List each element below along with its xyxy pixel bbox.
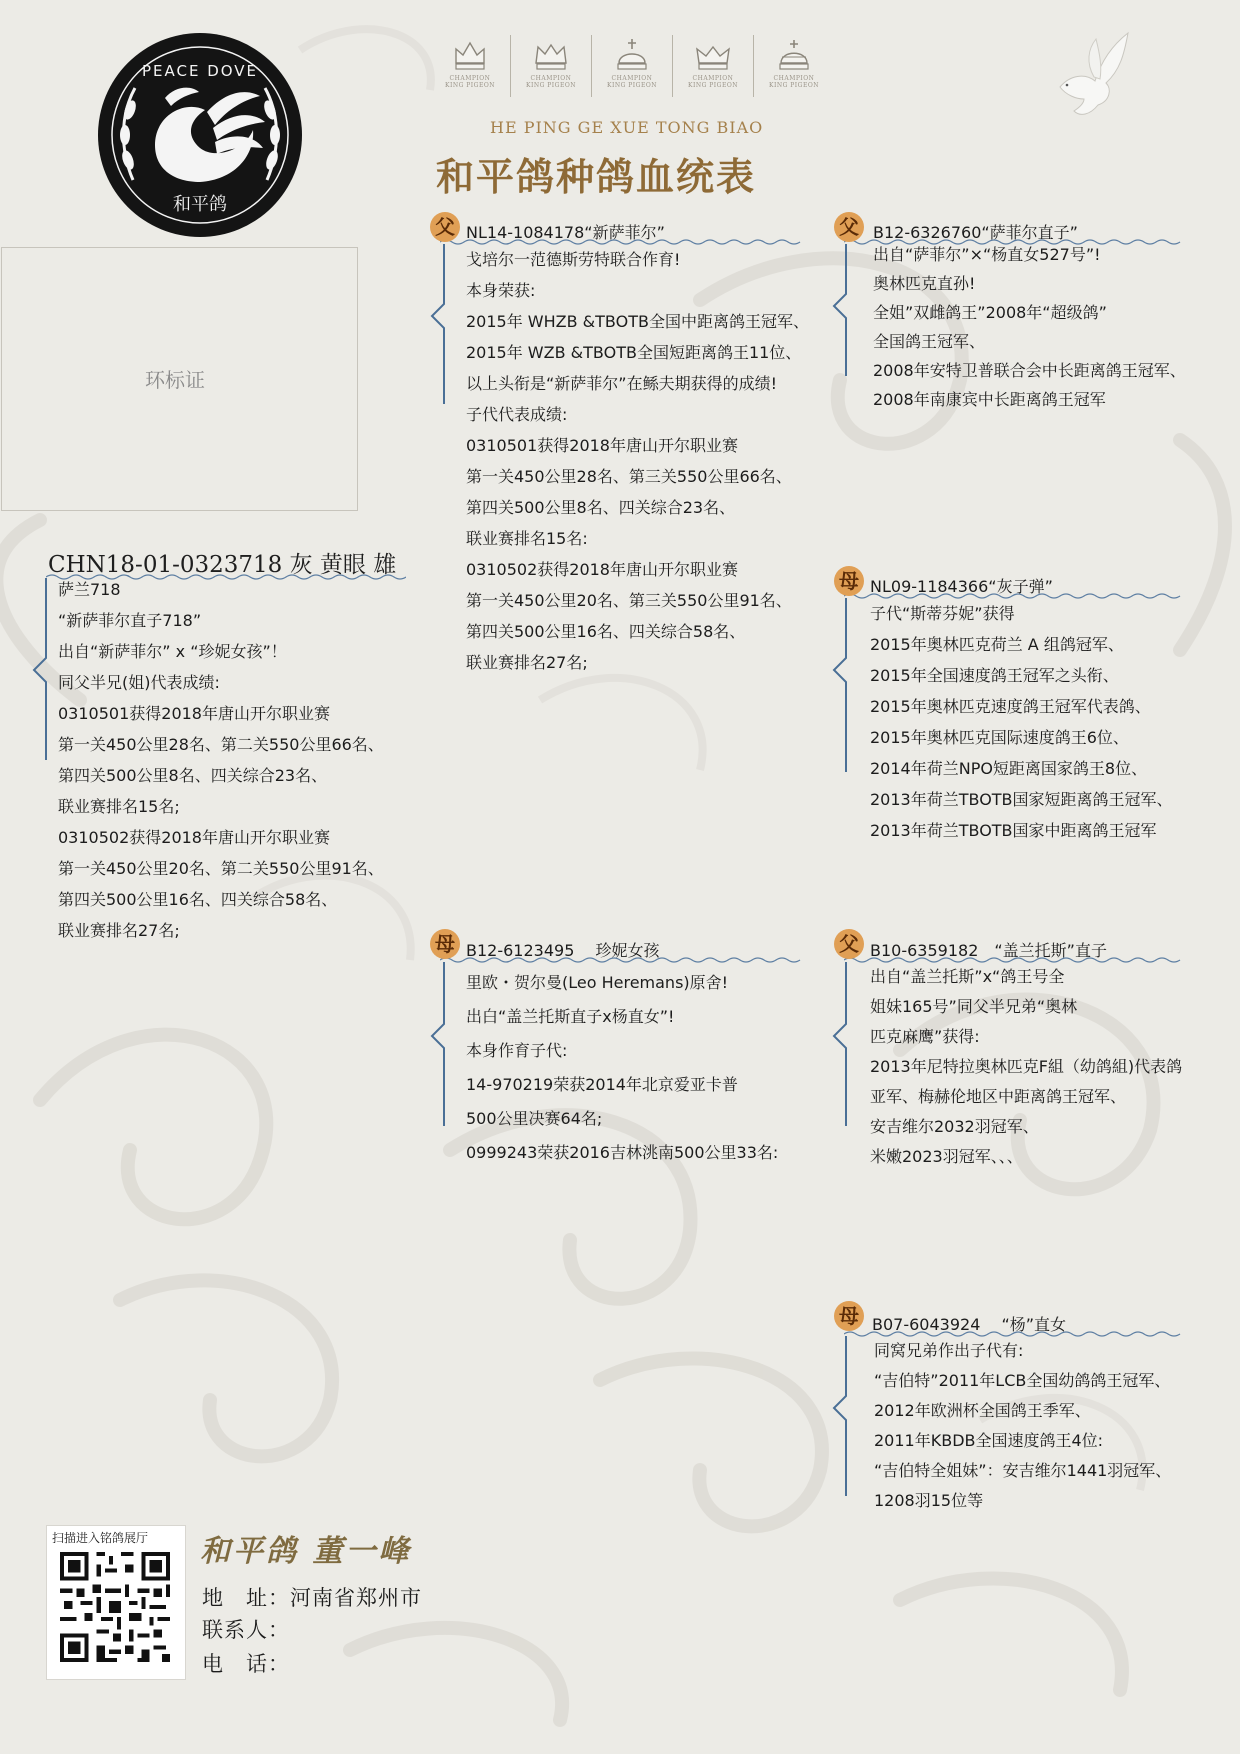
text-line: “吉伯特”2011年LCB全国幼鸽鸽王冠军、: [874, 1371, 1171, 1390]
crown-logo: [754, 35, 834, 97]
text-line: 子代“斯蒂芬妮”获得: [870, 604, 1015, 623]
text-line: 2015年 WHZB &TBOTB全国中距离鸽王冠军、: [466, 312, 809, 331]
svg-text:PEACE DOVE: PEACE DOVE: [141, 62, 259, 80]
text-line: 2015年奥林匹克速度鸽王冠军代表鸽、: [870, 697, 1151, 716]
text-line: 2015年 WZB &TBOTB全国短距离鸽王11位、: [466, 343, 802, 362]
text-line: 子代代表成绩:: [466, 405, 568, 424]
crown-icon: [612, 35, 652, 75]
page-title: 和平鸽种鸽血统表: [436, 154, 757, 199]
text-line: 全姐”双雌鸽王”2008年“超级鸽”: [873, 303, 1107, 322]
text-line: 亚军、梅赫伦地区中距离鸽王冠军、: [870, 1087, 1127, 1106]
text-line: 联业赛排名27名;: [58, 921, 180, 940]
text-line: 联业赛排名15名:: [466, 529, 588, 548]
crown-logo: [673, 35, 754, 97]
bracket-line: [830, 962, 850, 1126]
text-line: 同父半兄(姐)代表成绩:: [58, 673, 220, 692]
sire-dam-badge: 母: [834, 566, 864, 596]
text-line: 出自“盖兰托斯”x“鸽王号全: [870, 967, 1065, 986]
text-line: 出白“盖兰托斯直子x杨直女”!: [466, 1007, 675, 1026]
dam-dam-badge: 母: [834, 1301, 864, 1331]
heading-wave-underline: [440, 956, 806, 964]
text-line: 2014年荷兰NPO短距离国家鸽王8位、: [870, 759, 1148, 778]
text-line: 2013年荷兰TBOTB国家短距离鸽王冠军、: [870, 790, 1173, 809]
crown-logo: [592, 35, 673, 97]
text-line: 2013年尼特拉奥林匹克F組（幼鸽組)代表鸽: [870, 1057, 1183, 1076]
text-line: 联业赛排名15名;: [58, 797, 180, 816]
bracket-line: [830, 244, 850, 376]
text-line: 安吉维尔2032羽冠军、: [870, 1117, 1039, 1136]
phone-line: 电 话：: [202, 1652, 290, 1676]
text-line: 本身荣获:: [466, 281, 536, 300]
text-line: 全国鸽王冠军、: [873, 332, 986, 351]
bracket-line: [428, 962, 448, 1126]
text-line: 同窝兄弟作出子代有:: [874, 1341, 1024, 1360]
text-line: 2015年奥林匹克国际速度鸽王6位、: [870, 728, 1129, 747]
dam-sire-badge: 父: [834, 929, 864, 959]
dam-sire-info: [870, 962, 1182, 1172]
crown-icon: [531, 35, 571, 75]
text-line: 第四关500公里8名、四关综合23名、: [466, 498, 736, 517]
crown-logos: [430, 35, 838, 97]
text-line: “新萨菲尔直子718”: [58, 611, 202, 630]
text-line: 第一关450公里28名、第二关550公里66名、: [58, 735, 384, 754]
text-line: 2013年荷兰TBOTB国家中距离鸽王冠军: [870, 821, 1157, 840]
text-line: 0310502获得2018年唐山开尔职业赛: [58, 828, 330, 847]
crown-caption: CHAMPION KING PIGEON: [768, 75, 820, 89]
text-line: 萨兰718: [58, 580, 121, 599]
text-line: 第一关450公里20名、第三关550公里91名、: [466, 591, 792, 610]
text-line: 出自“新萨菲尔” x “珍妮女孩”！: [58, 642, 287, 661]
peace-dove-logo: [95, 30, 305, 240]
bracket-line: [830, 1336, 850, 1496]
text-line: 联业赛排名27名;: [466, 653, 588, 672]
text-line: 0310501获得2018年唐山开尔职业赛: [58, 704, 330, 723]
crown-icon: [450, 35, 490, 75]
text-line: “吉伯特全姐妹”：安吉维尔1441羽冠军、: [874, 1461, 1172, 1480]
crown-icon: [774, 35, 814, 75]
sire-info: [466, 244, 809, 678]
bracket-line: [428, 244, 448, 404]
text-line: 奥林匹克直孙!: [873, 274, 976, 293]
ring-certificate-label: 环标证: [145, 368, 205, 392]
text-line: 0310502获得2018年唐山开尔职业赛: [466, 560, 738, 579]
text-line: 2012年欧洲杯全国鸽王季军、: [874, 1401, 1091, 1420]
bracket-line: [30, 578, 50, 760]
text-line: 2015年奥林匹克荷兰 A 组鸽冠军、: [870, 635, 1124, 654]
sire-dam-heading: NL09-1184366“灰子弹”: [870, 577, 1053, 596]
qr-caption: 扫描进入铭鸽展厅: [52, 1531, 149, 1545]
svg-text:和平鸽: 和平鸽: [173, 194, 227, 215]
sire-sire-heading: B12-6326760“萨菲尔直子”: [873, 223, 1078, 242]
crown-caption: CHAMPION KING PIGEON: [444, 75, 496, 89]
text-line: 以上头衔是“新萨菲尔”在鲧夫期获得的成绩!: [466, 374, 777, 393]
sire-sire-badge: 父: [834, 212, 864, 242]
text-line: 14-970219荣获2014年北京爱亚卡普: [466, 1075, 738, 1094]
dove-image: [1040, 25, 1140, 125]
text-line: 2011年KBDB全国速度鸽王4位:: [874, 1431, 1104, 1450]
dam-info: [466, 966, 778, 1170]
qr-code-icon[interactable]: [56, 1548, 174, 1666]
sire-badge: 父: [430, 212, 460, 242]
dam-dam-heading: B07-6043924 “杨”直女: [872, 1315, 1067, 1334]
text-line: 2015年全国速度鸽王冠军之头衔、: [870, 666, 1119, 685]
bracket-line: [830, 598, 850, 772]
dam-dam-info: [874, 1336, 1171, 1516]
crown-caption: CHAMPION KING PIGEON: [525, 75, 577, 89]
text-line: 本身作育子代:: [466, 1041, 568, 1060]
text-line: 第一关450公里28名、第三关550公里66名、: [466, 467, 792, 486]
breeder-signature: 和平鸽 董一峰: [200, 1534, 412, 1569]
sire-sire-info: [873, 240, 1186, 414]
text-line: 1208羽15位等: [874, 1491, 984, 1510]
crown-caption: CHAMPION KING PIGEON: [606, 75, 658, 89]
contact-person-line: 联系人：: [202, 1618, 290, 1642]
crown-caption: CHAMPION KING PIGEON: [687, 75, 739, 89]
text-line: 米嫩2023羽冠军、、、: [870, 1147, 1023, 1166]
address-line: 地 址：河南省郑州市: [202, 1586, 422, 1610]
sire-dam-info: [870, 598, 1173, 846]
sire-heading: NL14-1084178“新萨菲尔”: [466, 223, 665, 242]
text-line: 0310501获得2018年唐山开尔职业赛: [466, 436, 738, 455]
text-line: 第一关450公里20名、第二关550公里91名、: [58, 859, 384, 878]
text-line: 第四关500公里16名、四关综合58名、: [58, 890, 338, 909]
text-line: 500公里决赛64名;: [466, 1109, 603, 1128]
crown-icon: [693, 35, 733, 75]
dam-sire-heading: B10-6359182 “盖兰托斯”直子: [870, 941, 1107, 960]
text-line: 姐妹165号”同父半兄弟“奥林: [870, 997, 1078, 1016]
dam-badge: 母: [430, 929, 460, 959]
title-pinyin: HE PING GE XUE TONG BIAO: [490, 118, 764, 137]
dam-heading: B12-6123495 珍妮女孩: [466, 941, 660, 960]
text-line: 第四关500公里8名、四关综合23名、: [58, 766, 328, 785]
text-line: 2008年南康宾中长距离鸽王冠军: [873, 390, 1106, 409]
text-line: 出自“萨菲尔”×“杨直女527号”!: [873, 245, 1101, 264]
crown-logo: [511, 35, 592, 97]
text-line: 2008年安特卫普联合会中长距离鸽王冠军、: [873, 361, 1186, 380]
subject-info: [58, 574, 384, 946]
text-line: 第四关500公里16名、四关综合58名、: [466, 622, 746, 641]
subject-ring-id: CHN18-01-0323718 灰 黄眼 雄: [48, 552, 397, 578]
text-line: 里欧・贺尔曼(Leo Heremans)原舍!: [466, 973, 729, 992]
text-line: 匹克麻鹰”获得:: [870, 1027, 980, 1046]
crown-logo: [430, 35, 511, 97]
text-line: 戈培尔一范德斯劳特联合作育!: [466, 250, 681, 269]
text-line: 0999243荣获2016吉林洮南500公里33名:: [466, 1143, 779, 1162]
